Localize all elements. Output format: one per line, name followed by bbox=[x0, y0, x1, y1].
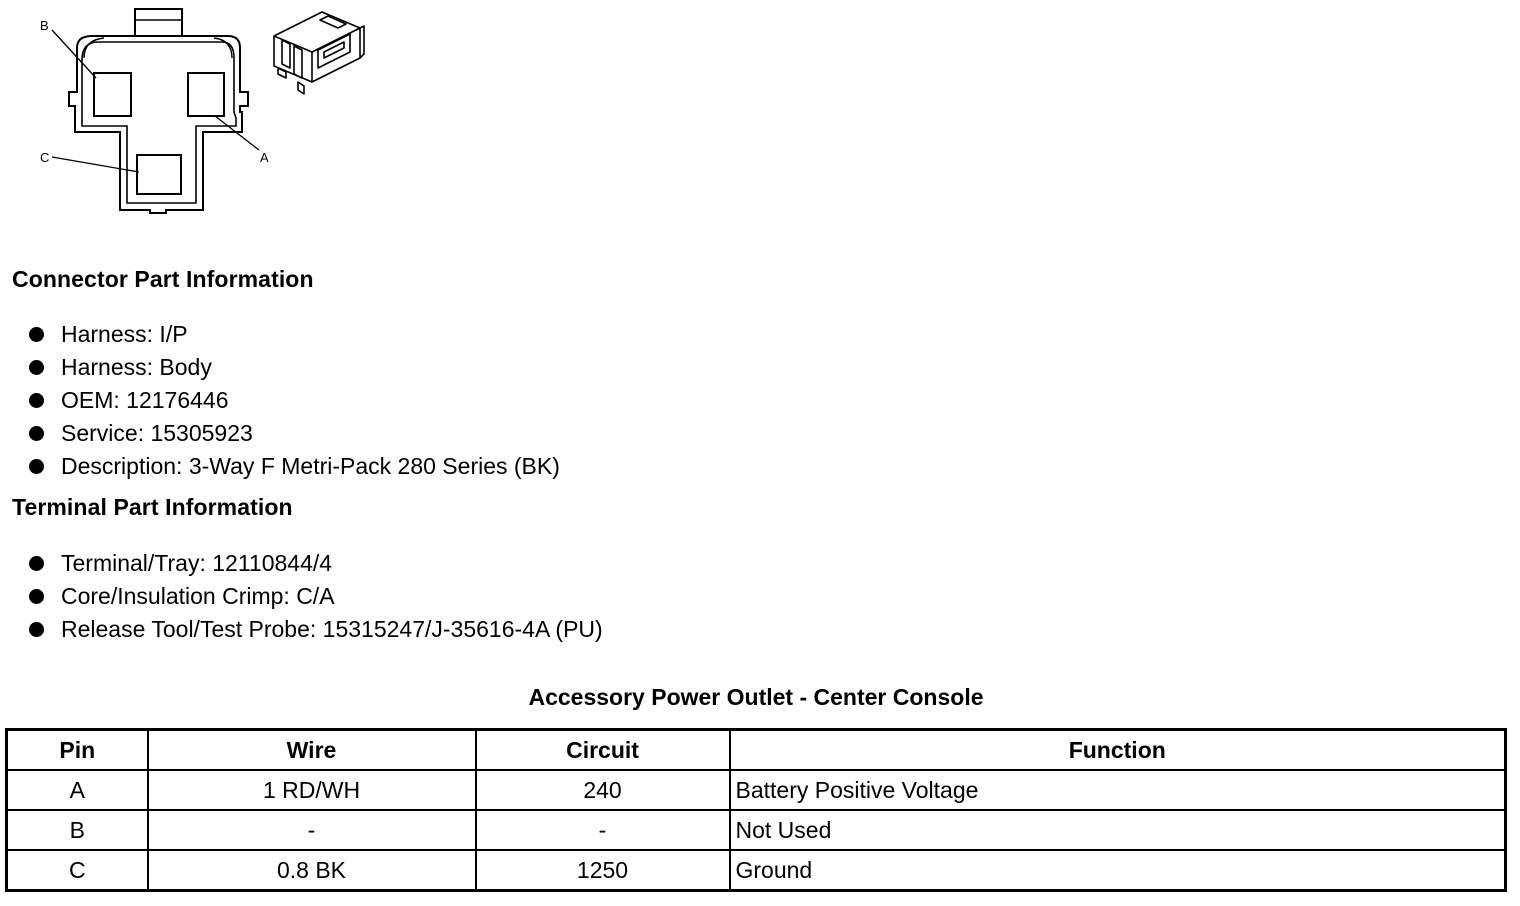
cell-wire: 0.8 BK bbox=[148, 850, 476, 891]
connector-part-info-list bbox=[28, 320, 560, 485]
bullet-icon bbox=[29, 360, 44, 375]
cell-function: Not Used bbox=[730, 810, 1506, 850]
list-item-text: Harness: Body bbox=[61, 354, 212, 380]
pin-table bbox=[5, 728, 1507, 892]
list-item-text: OEM: 12176446 bbox=[61, 387, 229, 413]
list-item-text: Terminal/Tray: 12110844/4 bbox=[61, 550, 333, 576]
cell-circuit: 240 bbox=[476, 770, 730, 810]
header-circuit: Circuit bbox=[476, 730, 730, 771]
connector-latch bbox=[135, 9, 182, 36]
connector-inner-outline bbox=[82, 42, 236, 203]
bullet-icon bbox=[29, 459, 44, 474]
bullet-icon bbox=[29, 327, 44, 342]
list-item-text: Description: 3-Way F Metri-Pack 280 Series (BK) bbox=[61, 453, 560, 479]
header-pin: Pin bbox=[7, 730, 148, 771]
header-function: Function bbox=[730, 730, 1506, 771]
cell-pin: C bbox=[7, 850, 148, 891]
cell-wire: - bbox=[148, 810, 476, 850]
terminal-part-info-heading: Terminal Part Information bbox=[12, 494, 293, 520]
bullet-icon bbox=[29, 622, 44, 637]
list-item-text: Harness: I/P bbox=[61, 321, 188, 347]
list-item-text: Core/Insulation Crimp: C/A bbox=[61, 583, 335, 609]
connector-thumbnail bbox=[268, 6, 368, 98]
bullet-icon bbox=[29, 589, 44, 604]
list-item bbox=[28, 419, 560, 452]
cell-circuit: 1250 bbox=[476, 850, 730, 891]
list-item bbox=[28, 386, 560, 419]
bullet-icon bbox=[29, 393, 44, 408]
table-header-row bbox=[7, 730, 1506, 771]
list-item bbox=[28, 320, 560, 353]
terminal-part-info-list bbox=[28, 549, 603, 648]
bullet-icon bbox=[29, 426, 44, 441]
bullet-icon bbox=[29, 556, 44, 571]
cavity-b bbox=[94, 73, 131, 116]
cell-function: Battery Positive Voltage bbox=[730, 770, 1506, 810]
pin-label-a: A bbox=[260, 150, 269, 165]
connector-part-info-heading: Connector Part Information bbox=[12, 266, 314, 292]
list-item bbox=[28, 353, 560, 386]
pin-label-c: C bbox=[40, 150, 50, 165]
cavity-a bbox=[188, 73, 224, 116]
cell-circuit: - bbox=[476, 810, 730, 850]
connector-outer-shell bbox=[69, 36, 248, 213]
cell-function: Ground bbox=[730, 850, 1506, 891]
list-item-text: Service: 15305923 bbox=[61, 420, 253, 446]
pin-label-b: B bbox=[40, 18, 49, 33]
cell-wire: 1 RD/WH bbox=[148, 770, 476, 810]
cell-pin: A bbox=[7, 770, 148, 810]
pin-table-title: Accessory Power Outlet - Center Console bbox=[528, 684, 984, 710]
cavity-c bbox=[137, 155, 181, 194]
list-item bbox=[28, 549, 603, 582]
table-row bbox=[7, 850, 1506, 891]
table-row bbox=[7, 770, 1506, 810]
list-item-text: Release Tool/Test Probe: 15315247/J-35616-4A (PU) bbox=[61, 616, 603, 642]
list-item bbox=[28, 582, 603, 615]
cell-pin: B bbox=[7, 810, 148, 850]
table-row bbox=[7, 810, 1506, 850]
list-item bbox=[28, 452, 560, 485]
connector-face-diagram bbox=[0, 0, 300, 240]
list-item bbox=[28, 615, 603, 648]
header-wire: Wire bbox=[148, 730, 476, 771]
